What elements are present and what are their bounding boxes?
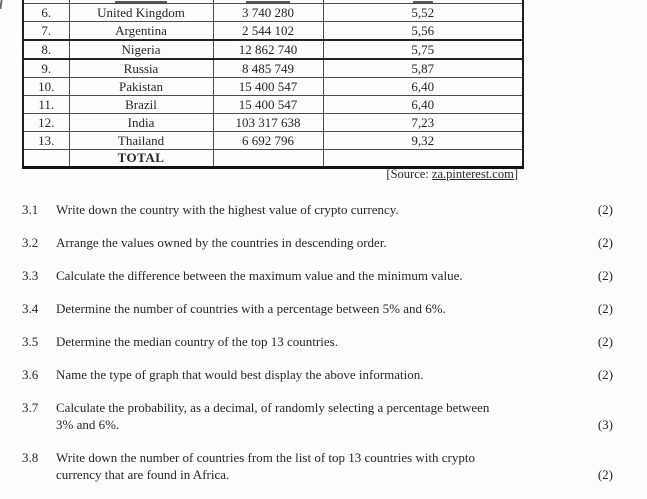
rank-cell: 9. xyxy=(23,59,69,78)
question-text: Determine the median country of the top 13 countries. xyxy=(56,334,338,349)
question-marks: (2) xyxy=(597,467,613,482)
question-text: Calculate the probability, as a decimal, of randomly selecting a percentage between 3% and 6%. xyxy=(56,400,490,432)
rank-cell: 10. xyxy=(23,78,69,96)
question-item xyxy=(22,449,613,483)
question-number: 3.2 xyxy=(22,235,39,250)
rank-cell: 11. xyxy=(23,96,69,114)
source-attribution xyxy=(22,167,518,182)
table-row xyxy=(23,78,523,96)
table-row xyxy=(23,4,523,22)
question-item xyxy=(22,300,613,317)
rank-cell: 8. xyxy=(23,40,69,59)
value-cell: 12 862 740 xyxy=(213,40,323,59)
empty-cell xyxy=(23,150,69,168)
question-number: 3.3 xyxy=(22,268,39,283)
question-text: Write down the number of countries from the list of top 13 countries with crypto currency that are found in Africa. xyxy=(56,450,475,482)
question-text: Determine the number of countries with a percentage between 5% and 6%. xyxy=(56,301,446,316)
percent-cell: 5,75 xyxy=(323,40,523,59)
country-cell: United Kingdom xyxy=(69,4,213,22)
questions-list xyxy=(22,201,613,499)
source-link: za.pinterest.com xyxy=(431,167,514,181)
value-cell: 8 485 749 xyxy=(213,59,323,78)
rank-cell: 6. xyxy=(23,4,69,22)
clipped-row-fragment xyxy=(413,1,433,3)
empty-cell xyxy=(213,150,323,168)
country-cell: Thailand xyxy=(69,132,213,150)
question-item xyxy=(22,333,613,350)
question-marks: (2) xyxy=(597,268,613,283)
question-item xyxy=(22,399,613,433)
value-cell: 15 400 547 xyxy=(213,96,323,114)
table-row xyxy=(23,132,523,150)
percent-cell: 6,40 xyxy=(323,96,523,114)
question-text: Calculate the difference between the maximum value and the minimum value. xyxy=(56,268,463,283)
question-marks: (2) xyxy=(597,301,613,316)
table-row xyxy=(23,114,523,132)
country-cell: Pakistan xyxy=(69,78,213,96)
question-item xyxy=(22,201,613,218)
source-suffix: ] xyxy=(513,167,518,181)
country-cell: Brazil xyxy=(69,96,213,114)
percent-cell: 5,52 xyxy=(323,4,523,22)
value-cell: 3 740 280 xyxy=(213,4,323,22)
question-number: 3.1 xyxy=(22,202,39,217)
question-number: 3.4 xyxy=(22,301,39,316)
percent-cell: 6,40 xyxy=(323,78,523,96)
question-number: 3.7 xyxy=(22,400,39,415)
percent-cell: 9,32 xyxy=(323,132,523,150)
empty-cell xyxy=(323,150,523,168)
value-cell: 2 544 102 xyxy=(213,22,323,41)
percent-cell: 5,56 xyxy=(323,22,523,41)
table-row xyxy=(23,22,523,41)
percent-cell: 5,87 xyxy=(323,59,523,78)
question-marks: (2) xyxy=(597,202,613,217)
question-item xyxy=(22,234,613,251)
question-marks: (2) xyxy=(597,367,613,382)
rank-cell: 13. xyxy=(23,132,69,150)
question-text: Name the type of graph that would best display the above information. xyxy=(56,367,424,382)
question-text: Arrange the values owned by the countries in descending order. xyxy=(56,235,387,250)
question-marks: (2) xyxy=(597,334,613,349)
clipped-row-fragment xyxy=(246,1,290,3)
question-text: Write down the country with the highest value of crypto currency. xyxy=(56,202,399,217)
question-item xyxy=(22,366,613,383)
total-section xyxy=(23,150,523,168)
table-row xyxy=(23,40,523,59)
question-number: 3.8 xyxy=(22,450,39,465)
clipped-row-fragment xyxy=(115,1,167,3)
percent-cell: 7,23 xyxy=(323,114,523,132)
table-row xyxy=(23,96,523,114)
crypto-currency-table-wrap xyxy=(22,0,524,169)
rank-cell: 12. xyxy=(23,114,69,132)
value-cell: 103 317 638 xyxy=(213,114,323,132)
value-cell: 15 400 547 xyxy=(213,78,323,96)
country-cell: India xyxy=(69,114,213,132)
question-item xyxy=(22,267,613,284)
country-cell: Nigeria xyxy=(69,40,213,59)
rank-cell: 7. xyxy=(23,22,69,41)
country-cell: Argentina xyxy=(69,22,213,41)
scan-artifact xyxy=(0,0,3,9)
country-cell: Russia xyxy=(69,59,213,78)
source-prefix: [Source: xyxy=(386,167,432,181)
total-row xyxy=(23,150,523,168)
value-cell: 6 692 796 xyxy=(213,132,323,150)
total-label-cell: TOTAL xyxy=(69,150,213,168)
table-row xyxy=(23,59,523,78)
question-number: 3.5 xyxy=(22,334,39,349)
question-marks: (3) xyxy=(597,417,613,432)
question-number: 3.6 xyxy=(22,367,39,382)
question-marks: (2) xyxy=(597,235,613,250)
crypto-currency-table xyxy=(22,0,524,169)
table-body xyxy=(23,4,523,150)
